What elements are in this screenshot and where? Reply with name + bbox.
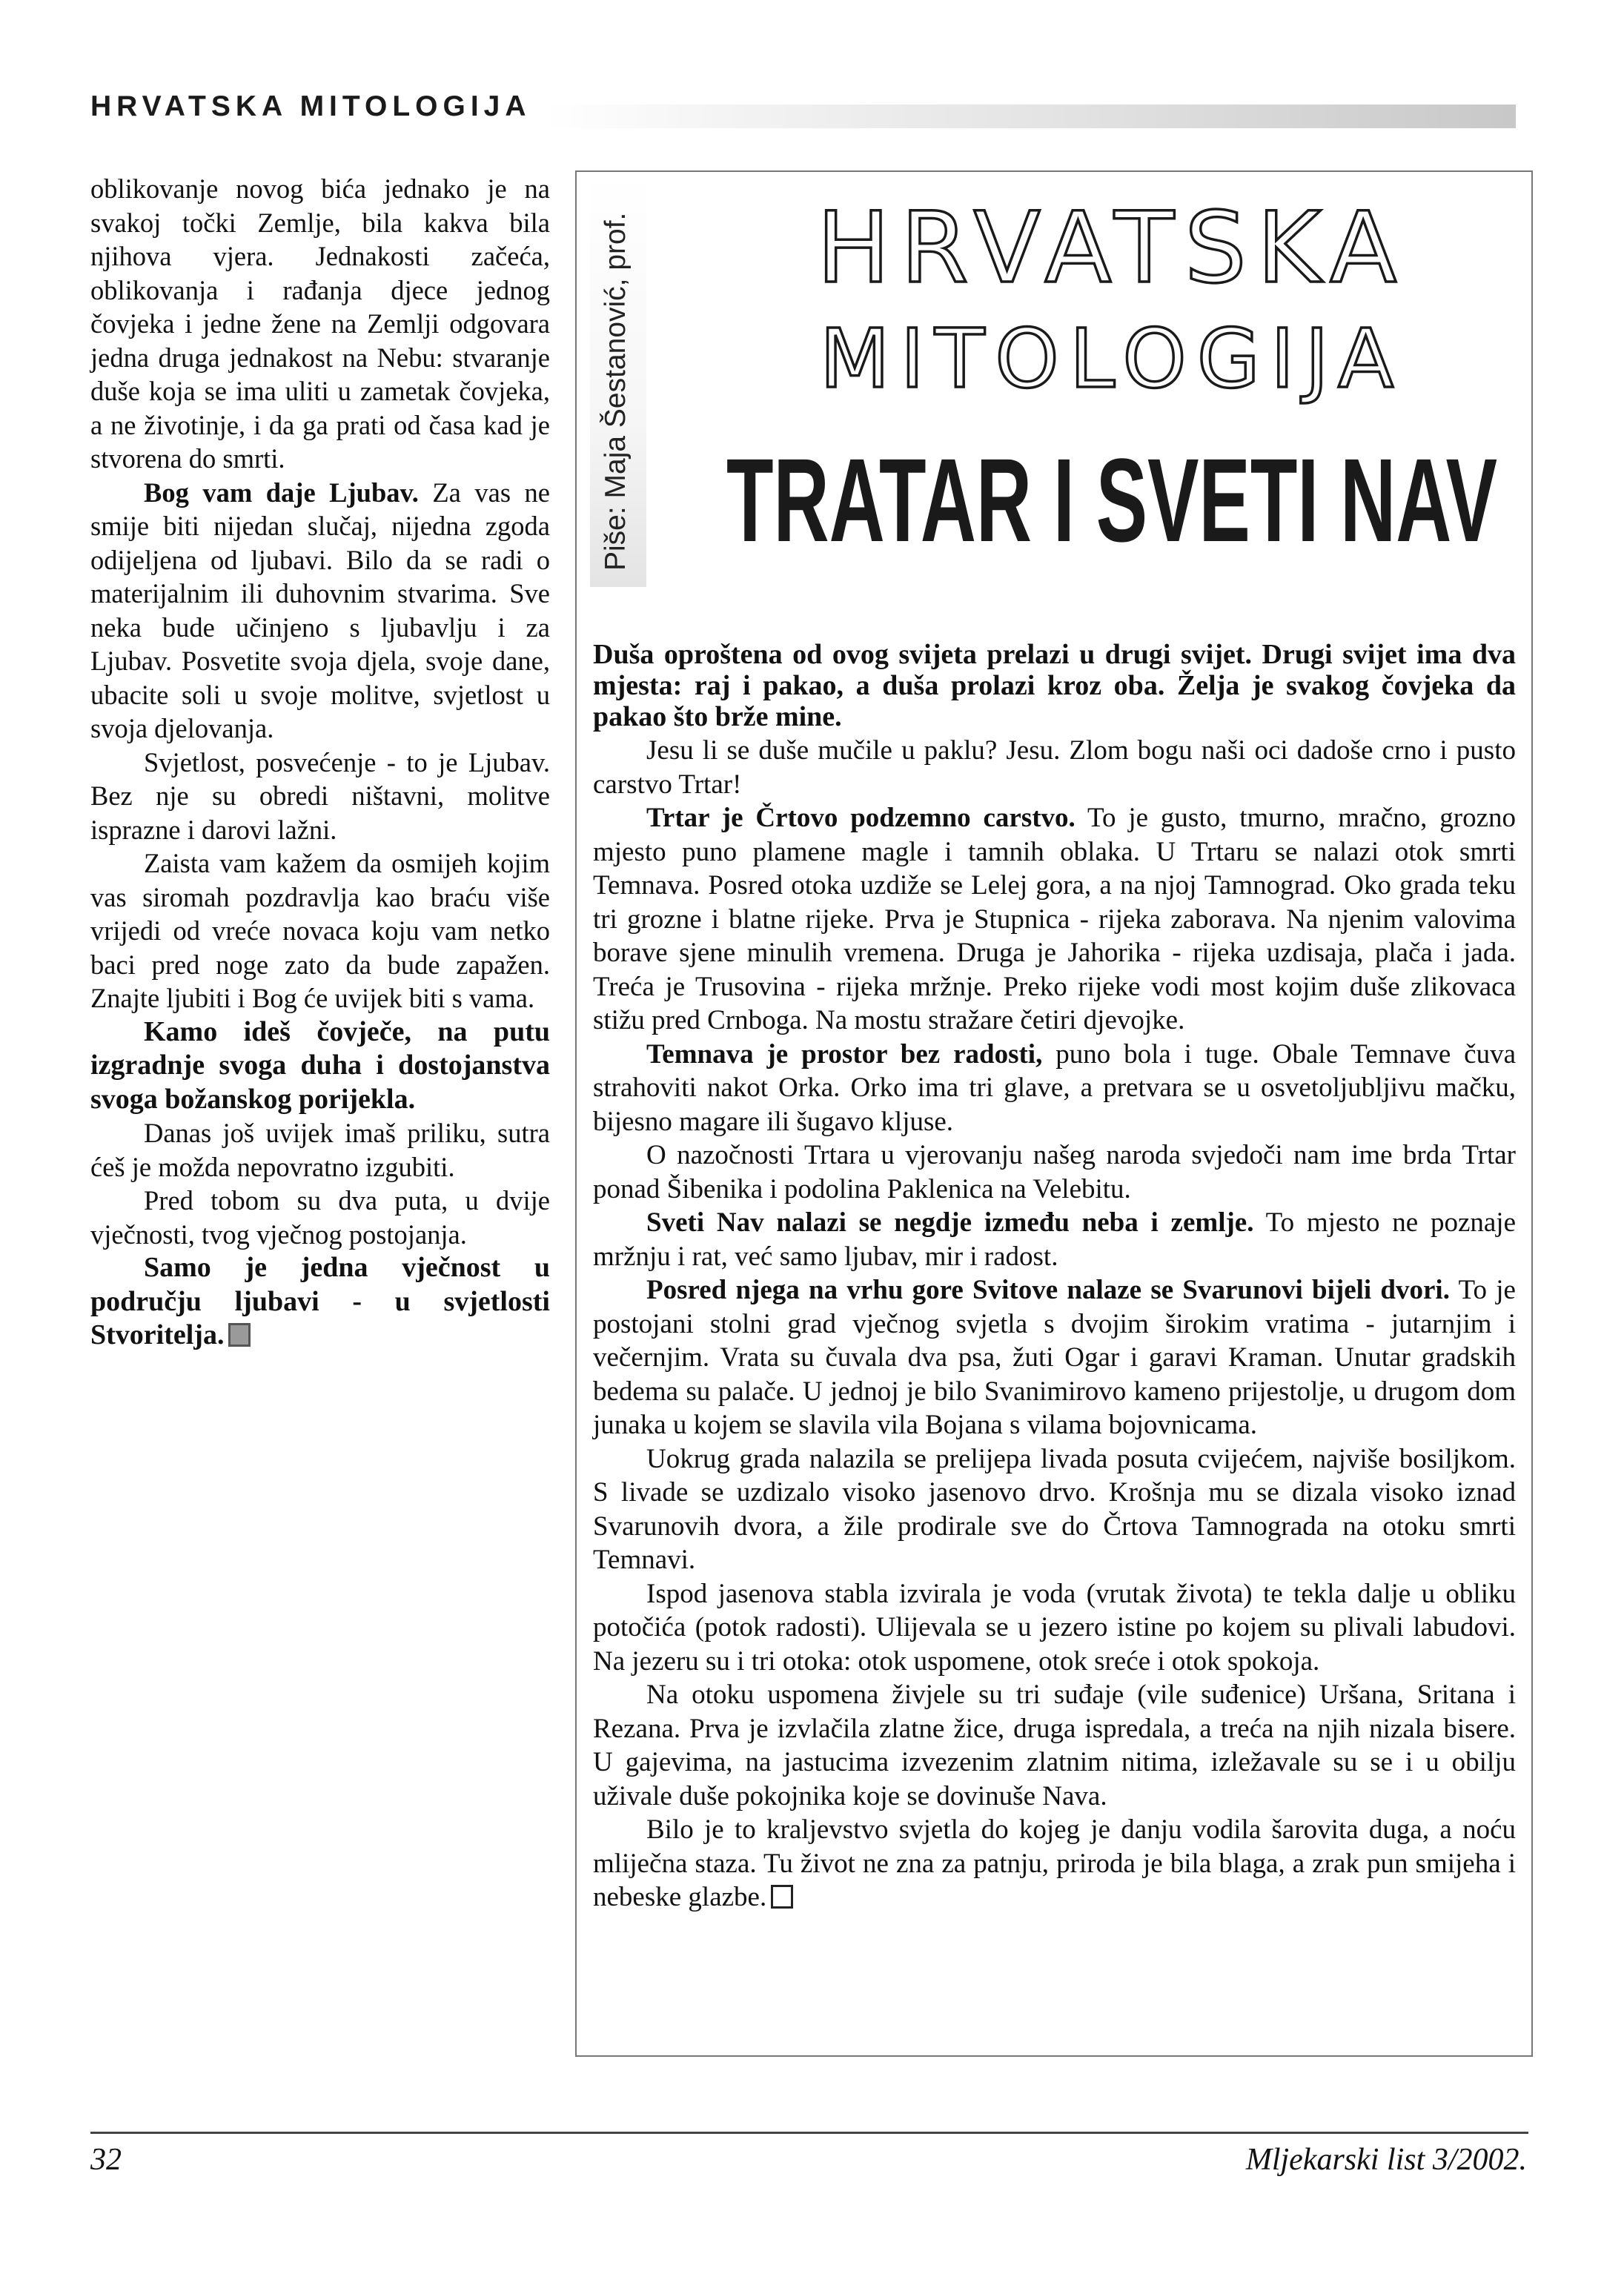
left-paragraph-2-body: Za vas ne smije biti nijedan slučaj, nijedna zgoda odijeljena od ljubavi. Bilo da se radi o materijalnim ili duhovnim stvarima. Sve neka bude učinjeno s ljubavlju i za Ljubav. Posvetite svoja djela, svoje dane, ubacite soli u svoje molitve, svjetlost u svoja djelovanja.: [90, 477, 550, 743]
title-line-1: HRVATSKA: [816, 193, 1408, 305]
right-column: [593, 639, 1516, 1914]
right-paragraph-7: Uokrug grada nalazila se prelijepa livada posuta cvijećem, najviše bosiljkom. S livade se uzdizalo visoko jasenovo drvo. Krošnja mu se dizala visoko iznad Svarunovih dvora, a žile prodirale sve do Črtova Tamnograda na otoku smrti Temnavi.: [593, 1443, 1516, 1575]
right-paragraph-2-lead: Trtar je Črtovo podzemno carstvo.: [646, 803, 1076, 833]
right-paragraph-3-lead: Temnava je prostor bez radosti,: [646, 1038, 1043, 1070]
right-paragraph-2: [593, 801, 1516, 1038]
right-paragraph-5: [593, 1206, 1516, 1273]
title-line-2: MITOLOGIJA: [819, 311, 1405, 406]
footer-rule: [90, 2132, 1528, 2134]
left-paragraph-3: Svjetlost, posvećenje - to je Ljubav. Bez nje su obredi ništavni, molitve isprazne i darovi lažni.: [90, 746, 550, 845]
headline: TRATAR I SVETI NAV: [726, 434, 1497, 566]
publication-info: Mljekarski list 3/2002.: [1245, 2143, 1527, 2177]
left-paragraph-5: Kamo ideš čovječe, na putu izgradnje svoga duha i dostojanstva svoga božanskog porijekla.: [90, 1015, 550, 1115]
right-paragraph-10: [593, 1813, 1516, 1914]
left-paragraph-2-lead: Bog vam daje Ljubav.: [144, 477, 419, 508]
right-paragraph-3-body: puno bola i tuge. Obale Temnave čuva strahoviti nakot Orka. Orko ima tri glave, a pretvara se u osvetoljubljivu mačku, bijesno magare ili šugavo kljuse.: [593, 1038, 1516, 1137]
right-paragraph-4: O nazočnosti Trtara u vjerovanju našeg naroda svjedoči nam ime brda Trtar ponad Šibenika i podolina Paklenica na Velebitu.: [593, 1140, 1516, 1204]
byline: Piše: Maja Šestanović, prof.: [600, 212, 632, 571]
right-paragraph-10-text: Bilo je to kraljevstvo svjetla do kojeg je danju vodila šarovita duga, a noću mliječna staza. Tu život ne zna za patnju, priroda je bila blaga, a zrak pun smijeha i nebeske glazbe.: [593, 1814, 1516, 1912]
right-paragraph-6: [593, 1273, 1516, 1442]
left-paragraph-4: Zaista vam kažem da osmijeh kojim vas siromah pozdravlja kao braću više vrijedi od vreće novaca koju vam netko baci pred noge zato da bude zapažen. Znajte ljubiti i Bog će uvijek biti s vama.: [90, 848, 550, 1013]
left-paragraph-1: oblikovanje novog bića jednako je na svakoj točki Zemlje, bila kakva bila njihova vjera. Jednakosti začeća, oblikovanja i rađanja djece jednog čovjeka i jedne žene na Zemlji odgovara jedna druga jednakost na Nebu: stvaranje duše koja se ima uliti u zametak čovjeka, a ne životinje, i da ga prati od časa kad je stvorena do smrti.: [90, 173, 550, 474]
right-paragraph-6-lead: Posred njega na vrhu gore Svitove nalaze se Svarunovi bijeli dvori.: [646, 1275, 1450, 1305]
right-paragraph-3: [593, 1038, 1516, 1139]
end-mark-icon: [228, 1323, 251, 1347]
article-lead: Duša oproštena od ovog svijeta prelazi u drugi svijet. Drugi svijet ima dva mjesta: raj i pakao, a duša prolazi kroz oba. Želja je svakog čovjeka da pakao što brže mine.: [593, 639, 1516, 732]
left-paragraph-8-text: Samo je jedna vječnost u području ljubavi - u svjetlosti Stvoritelja.: [90, 1252, 550, 1350]
page-number: 32: [90, 2143, 122, 2177]
end-mark-icon: [771, 1885, 793, 1909]
right-paragraph-1: Jesu li se duše mučile u paklu? Jesu. Zlom bogu naši oci dadoše crno i pusto carstvo Trtar!: [593, 735, 1516, 800]
header-gradient-bar: [545, 105, 1516, 128]
left-paragraph-8: [90, 1251, 550, 1353]
left-paragraph-6: Danas još uvijek imaš priliku, sutra ćeš je možda nepovratno izgubiti.: [90, 1118, 550, 1182]
left-paragraph-7: Pred tobom su dva puta, u dvije vječnosti, tvog vječnog postojanja.: [90, 1185, 550, 1250]
right-paragraph-5-body: To mjesto ne poznaje mržnju i rat, već samo ljubav, mir i radost.: [593, 1207, 1516, 1272]
running-header: HRVATSKA MITOLOGIJA: [90, 90, 531, 122]
left-column: [90, 172, 550, 1353]
left-paragraph-2: [90, 476, 550, 746]
title-block: [712, 193, 1512, 608]
right-paragraph-6-body: To je postojani stolni grad vječnog svjetla s dvojim širokim vratima - jutarnjim i večernjim. Vrata su čuvala dva psa, žuti Ogar i garavi Kraman. Unutar gradskih bedema su palače. U jednoj je bilo Svanimirovo kameno prijestolje, u drugom dom junaka u kojem se slavila vila Bojana s vilama bojovnicama.: [593, 1275, 1516, 1440]
right-paragraph-9: Na otoku uspomena živjele su tri suđaje (vile suđenice) Uršana, Sritana i Rezana. Prva je izvlačila zlatne žice, druga ispredala, a treća na njih nizala bisere. U gajevima, na jastucima izvezenim zlatnim nitima, izležavale su se i u obilju uživale duše pokojnika koje se dovinuše Nava.: [593, 1680, 1516, 1811]
right-paragraph-5-lead: Sveti Nav nalazi se negdje između neba i zemlje.: [646, 1207, 1254, 1238]
right-paragraph-8: Ispod jasenova stabla izvirala je voda (vrutak života) te tekla dalje u obliku potočića (potok radosti). Ulijevala se u jezero istine po kojem su plivali labudovi. Na jezeru su i tri otoka: otok uspomene, otok sreće i otok spokoja.: [593, 1578, 1516, 1677]
right-paragraph-2-body: To je gusto, tmurno, mračno, grozno mjesto puno plamene magle i tamnih oblaka. U Trtaru se nalazi otok smrti Temnava. Posred otoka uzdiže se Lelej gora, a na njoj Tamnograd. Oko grada teku tri grozne i blatne rijeke. Prva je Stupnica - rijeka zaborava. Na njenim valovima borave sjene minulih vremena. Druga je Jahorika - rijeka uzdisaja, plača i jada. Treća je Trusovina - rijeka mržnje. Preko rijeke vodi most kojim duše zlikovaca stižu pred Crnboga. Na mostu stražare četiri djevojke.: [593, 803, 1516, 1035]
